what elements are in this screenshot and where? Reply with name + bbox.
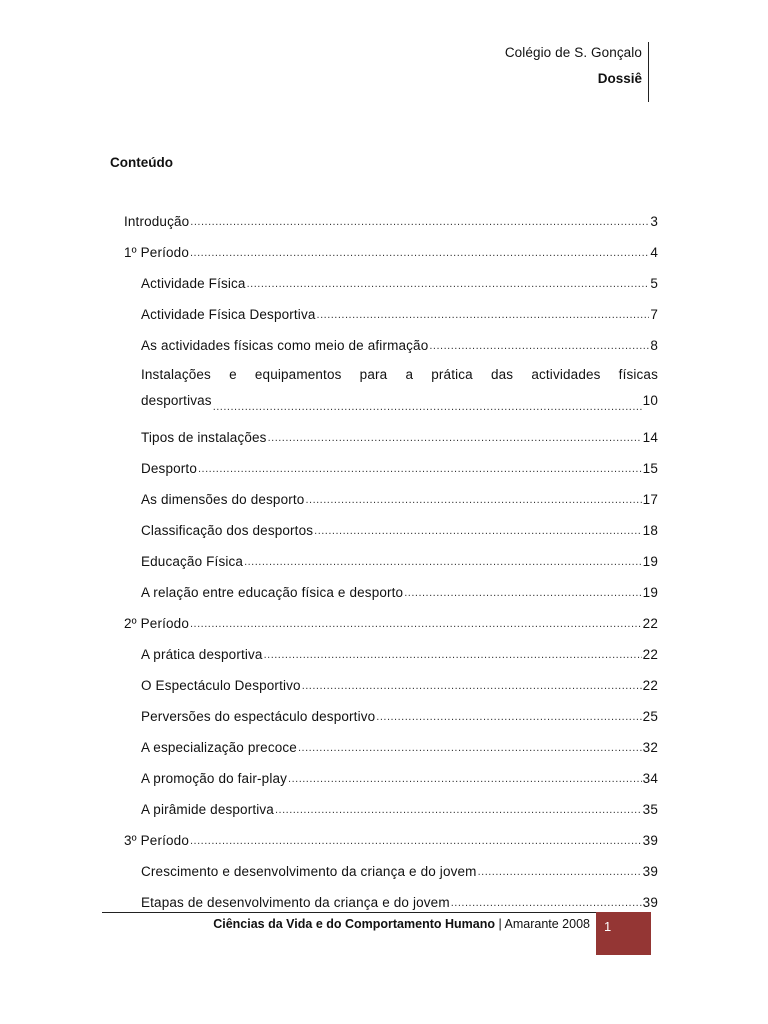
toc-entry[interactable] (124, 879, 658, 910)
table-of-contents (124, 198, 658, 910)
toc-entry-page: 14 (642, 430, 658, 445)
dot-leader (268, 431, 642, 445)
toc-entry-page: 22 (642, 616, 658, 631)
header-block (505, 40, 642, 92)
toc-entry[interactable] (124, 229, 658, 260)
page-number-box (596, 912, 651, 955)
toc-entry-page: 25 (642, 709, 658, 724)
dot-leader (264, 648, 642, 662)
toc-entry[interactable] (124, 538, 658, 569)
toc-entry[interactable] (124, 755, 658, 786)
toc-entry-title-continued: desportivas (141, 393, 212, 408)
toc-entry-title: Tipos de instalações (141, 430, 267, 445)
header-vertical-rule (648, 42, 649, 102)
toc-entry[interactable] (124, 291, 658, 322)
document-type: Dossiê (597, 71, 642, 86)
toc-entry-page: 32 (642, 740, 658, 755)
toc-entry[interactable] (124, 848, 658, 879)
toc-entry-title: A promoção do fair-play (141, 771, 288, 786)
toc-entry-title: Classificação dos desportos (141, 523, 314, 538)
toc-title: Conteúdo (110, 155, 173, 170)
toc-entry-page: 5 (650, 276, 658, 291)
dot-leader (244, 555, 642, 569)
toc-entry-title: 1º Período (124, 245, 189, 260)
page-footer (213, 917, 590, 931)
toc-entry-page: 17 (642, 492, 658, 507)
toc-entry[interactable] (124, 631, 658, 662)
toc-entry-title: As dimensões do desporto (141, 492, 305, 507)
toc-entry-title: A prática desportiva (141, 647, 263, 662)
toc-entry-page: 39 (642, 864, 658, 879)
dot-leader (198, 462, 642, 476)
dot-leader (404, 586, 641, 600)
footer-separator: | (498, 917, 502, 931)
toc-entry-page: 35 (642, 802, 658, 817)
footer-rule (102, 912, 596, 913)
toc-entry-page: 19 (642, 554, 658, 569)
toc-entry-page: 4 (650, 245, 658, 260)
dot-leader (190, 246, 649, 260)
toc-entry-title: Actividade Física Desportiva (141, 307, 316, 322)
toc-entry-page: 39 (642, 833, 658, 848)
toc-entry-title: 2º Período (124, 616, 189, 631)
dot-leader (213, 400, 642, 414)
toc-entry-page: 8 (650, 338, 658, 353)
toc-entry[interactable] (124, 198, 658, 229)
toc-entry-title: Desporto (141, 461, 197, 476)
toc-entry-page: 39 (642, 895, 658, 910)
dot-leader (314, 524, 642, 538)
dot-leader (305, 493, 641, 507)
footer-place-year: Amarante 2008 (504, 917, 590, 931)
toc-entry-title: A especialização precoce (141, 740, 297, 755)
dot-leader (376, 710, 641, 724)
toc-entry[interactable] (124, 786, 658, 817)
dot-leader (451, 896, 642, 910)
toc-entry-page: 19 (642, 585, 658, 600)
toc-entry-title: As actividades físicas como meio de afirmação (141, 338, 429, 353)
dot-leader (247, 277, 650, 291)
toc-entry-title: Crescimento e desenvolvimento da criança e do jovem (141, 864, 477, 879)
dot-leader (302, 679, 642, 693)
footer-course: Ciências da Vida e do Comportamento Humano (213, 917, 495, 931)
toc-entry-page: 3 (650, 214, 658, 229)
toc-entry[interactable] (124, 662, 658, 693)
toc-entry[interactable] (124, 724, 658, 755)
toc-entry-page: 18 (642, 523, 658, 538)
toc-entry-title: Actividade Física (141, 276, 246, 291)
toc-entry[interactable] (124, 693, 658, 724)
toc-entry-title: 3º Período (124, 833, 189, 848)
toc-entry-page: 22 (642, 647, 658, 662)
toc-entry[interactable] (124, 445, 658, 476)
dot-leader (429, 339, 649, 353)
dot-leader (317, 308, 650, 322)
toc-entry[interactable] (124, 476, 658, 507)
toc-entry[interactable] (124, 600, 658, 631)
toc-entry-title: Introdução (124, 214, 190, 229)
toc-entry[interactable] (124, 817, 658, 848)
school-name: Colégio de S. Gonçalo (504, 45, 642, 60)
toc-entry-page: 22 (642, 678, 658, 693)
toc-entry-page: 34 (642, 771, 658, 786)
toc-entry-title: Educação Física (141, 554, 244, 569)
toc-entry-page: 15 (642, 461, 658, 476)
toc-entry-title: A relação entre educação física e desporto (141, 585, 404, 600)
dot-leader (190, 834, 642, 848)
toc-entry-title: Etapas de desenvolvimento da criança e do jovem (141, 895, 450, 910)
toc-entry[interactable] (124, 507, 658, 538)
dot-leader (190, 215, 649, 229)
dot-leader (275, 803, 642, 817)
toc-entry[interactable] (124, 322, 658, 353)
toc-entry-title: Instalações e equipamentos para a prática das actividades físicas (141, 367, 658, 382)
dot-leader (190, 617, 642, 631)
toc-entry[interactable] (124, 414, 658, 445)
dot-leader (298, 741, 642, 755)
page-number: 1 (604, 919, 612, 934)
toc-entry-title: Perversões do espectáculo desportivo (141, 709, 376, 724)
dot-leader (478, 865, 642, 879)
toc-entry-title: A pirâmide desportiva (141, 802, 274, 817)
toc-entry-page: 7 (650, 307, 658, 322)
toc-entry-title: O Espectáculo Desportivo (141, 678, 301, 693)
toc-entry[interactable] (124, 353, 658, 414)
toc-entry[interactable] (124, 569, 658, 600)
toc-entry-page: 10 (642, 393, 658, 408)
toc-entry[interactable] (124, 260, 658, 291)
dot-leader (288, 772, 642, 786)
